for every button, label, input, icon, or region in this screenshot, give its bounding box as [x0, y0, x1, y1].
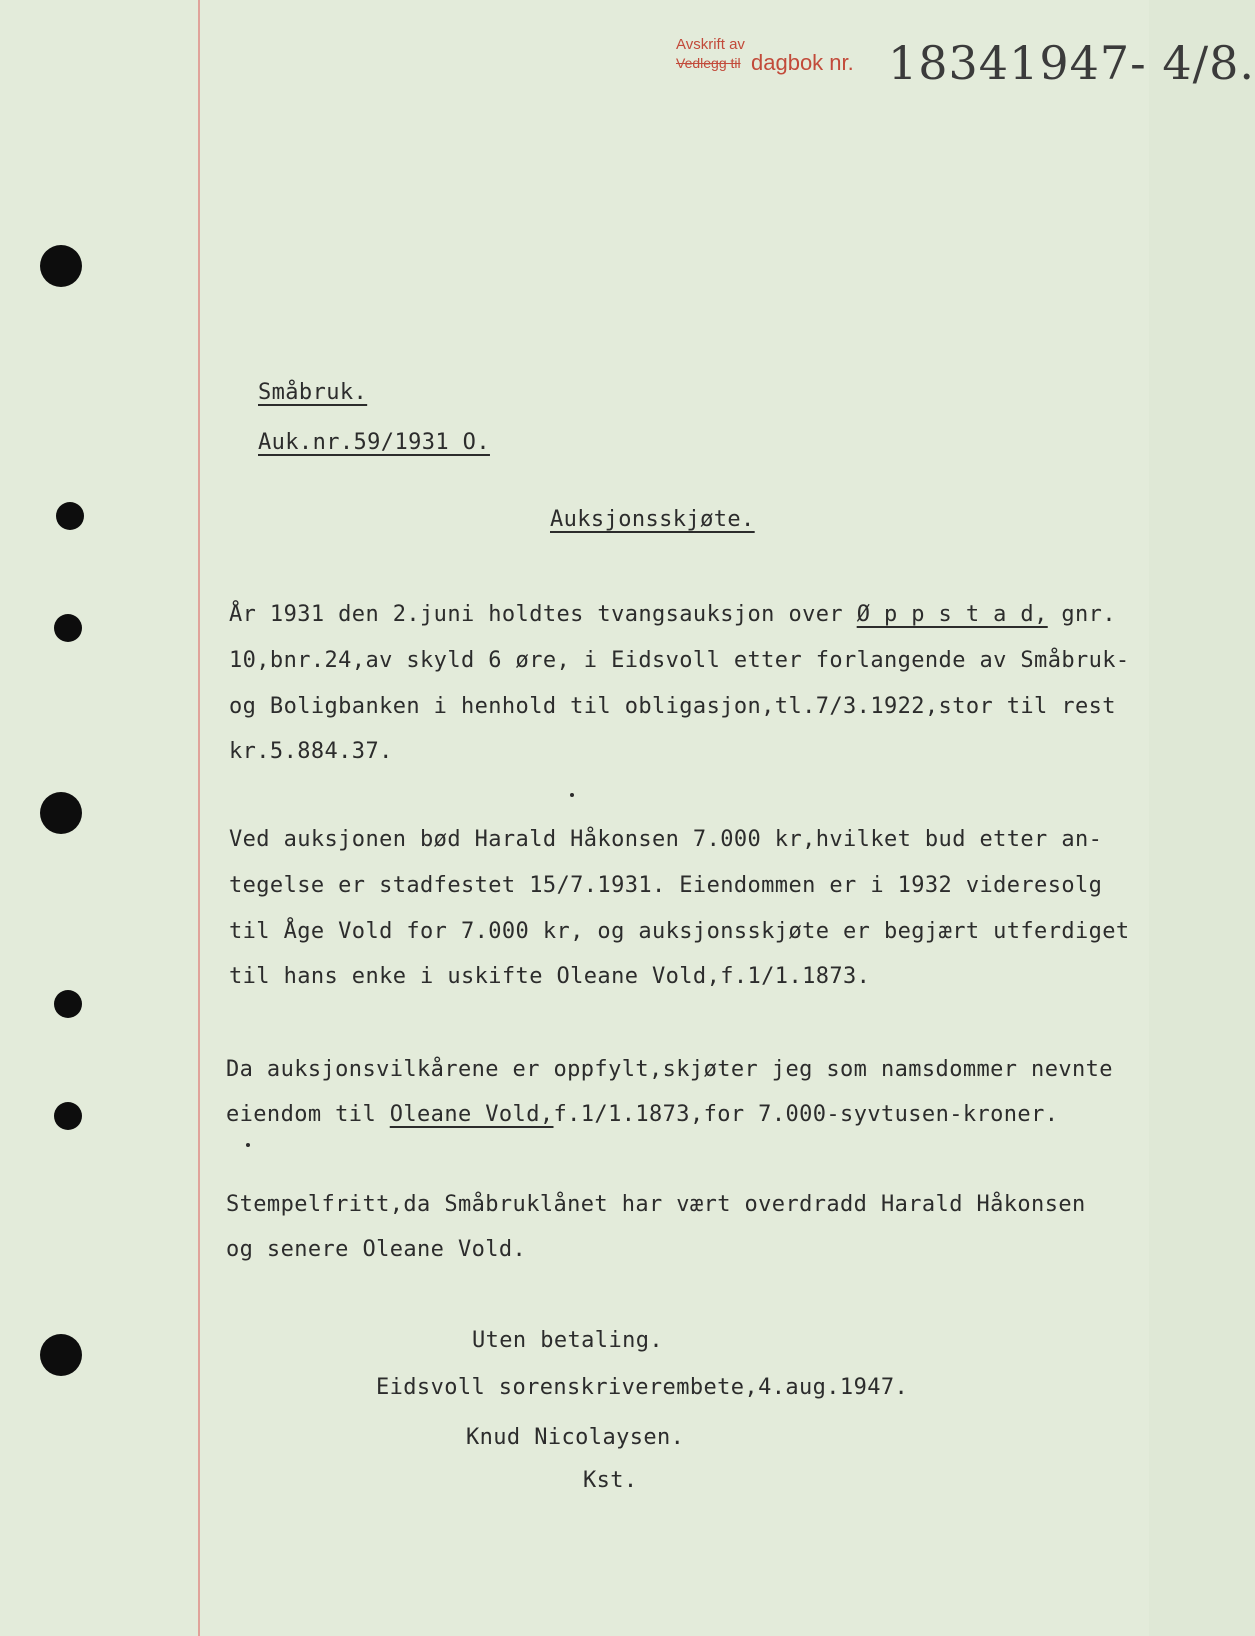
punch-hole	[40, 792, 82, 834]
register-date: - 4/8.	[1130, 36, 1255, 90]
p1-line-3: og Boligbanken i henhold til obligasjon,tl.7/3.1922,stor til rest	[229, 694, 1116, 719]
p2-line-2: tegelse er stadfestet 15/7.1931. Eiendommen er i 1932 videresolg	[229, 873, 1103, 898]
signatory-name: Knud Nicolaysen.	[466, 1425, 685, 1450]
p1-line-2: 10,bnr.24,av skyld 6 øre, i Eidsvoll etter forlangende av Småbruk-	[229, 648, 1130, 673]
stray-mark	[246, 1143, 250, 1147]
handwritten-register-number	[888, 36, 1255, 90]
property-name: Ø p p s t a d,	[856, 602, 1048, 627]
margin-rule	[198, 0, 200, 1636]
p1-line-1-text: År 1931 den 2.juni holdtes tvangsauksjon over	[229, 602, 857, 627]
p3-line-2-text: eiendom til	[226, 1102, 390, 1127]
category-heading: Småbruk.	[258, 380, 368, 405]
auction-reference: Auk.nr.59/1931 O.	[258, 430, 490, 455]
p4-line-1: Stempelfritt,da Småbruklånet har vært overdradd Harald Håkonsen	[226, 1192, 1086, 1217]
place-and-date: Eidsvoll sorenskriverembete,4.aug.1947.	[376, 1375, 909, 1400]
p4-line-2: og senere Oleane Vold.	[226, 1237, 527, 1262]
p3-line-1: Da auksjonsvilkårene er oppfylt,skjøter jeg som namsdommer nevnte	[226, 1057, 1113, 1082]
punch-hole	[54, 614, 82, 642]
p1-line-4: kr.5.884.37.	[229, 739, 393, 764]
register-year: 1947	[1009, 36, 1131, 90]
payment-note: Uten betaling.	[472, 1328, 664, 1353]
punch-hole	[40, 245, 82, 287]
punch-hole	[56, 502, 84, 530]
signatory-title: Kst.	[583, 1468, 638, 1493]
p2-line-3: til Åge Vold for 7.000 kr, og auksjonsskjøte er begjært utferdiget	[229, 919, 1130, 944]
p2-line-4: til hans enke i uskifte Oleane Vold,f.1/1.1873.	[229, 964, 871, 989]
p2-line-1: Ved auksjonen bød Harald Håkonsen 7.000 kr,hvilket bud etter an-	[229, 827, 1103, 852]
register-number: 1834	[888, 36, 1010, 90]
document-title: Auksjonsskjøte.	[550, 507, 755, 532]
punch-hole	[40, 1334, 82, 1376]
punch-hole	[54, 990, 82, 1018]
stamp-line-2: Vedlegg til	[676, 55, 741, 71]
grantee-name: Oleane Vold,	[389, 1102, 554, 1127]
p1-line-1-end: gnr.	[1047, 602, 1116, 627]
stamp-line-3: dagbok nr.	[751, 50, 854, 75]
stamp-line-1: Avskrift av	[676, 36, 745, 53]
p3-line-2-end: f.1/1.1873,for 7.000-syvtusen-kroner.	[553, 1102, 1059, 1127]
punch-hole	[54, 1102, 82, 1130]
stray-mark	[570, 793, 574, 797]
p1-line-1	[229, 602, 1116, 627]
p3-line-2	[226, 1102, 1058, 1127]
